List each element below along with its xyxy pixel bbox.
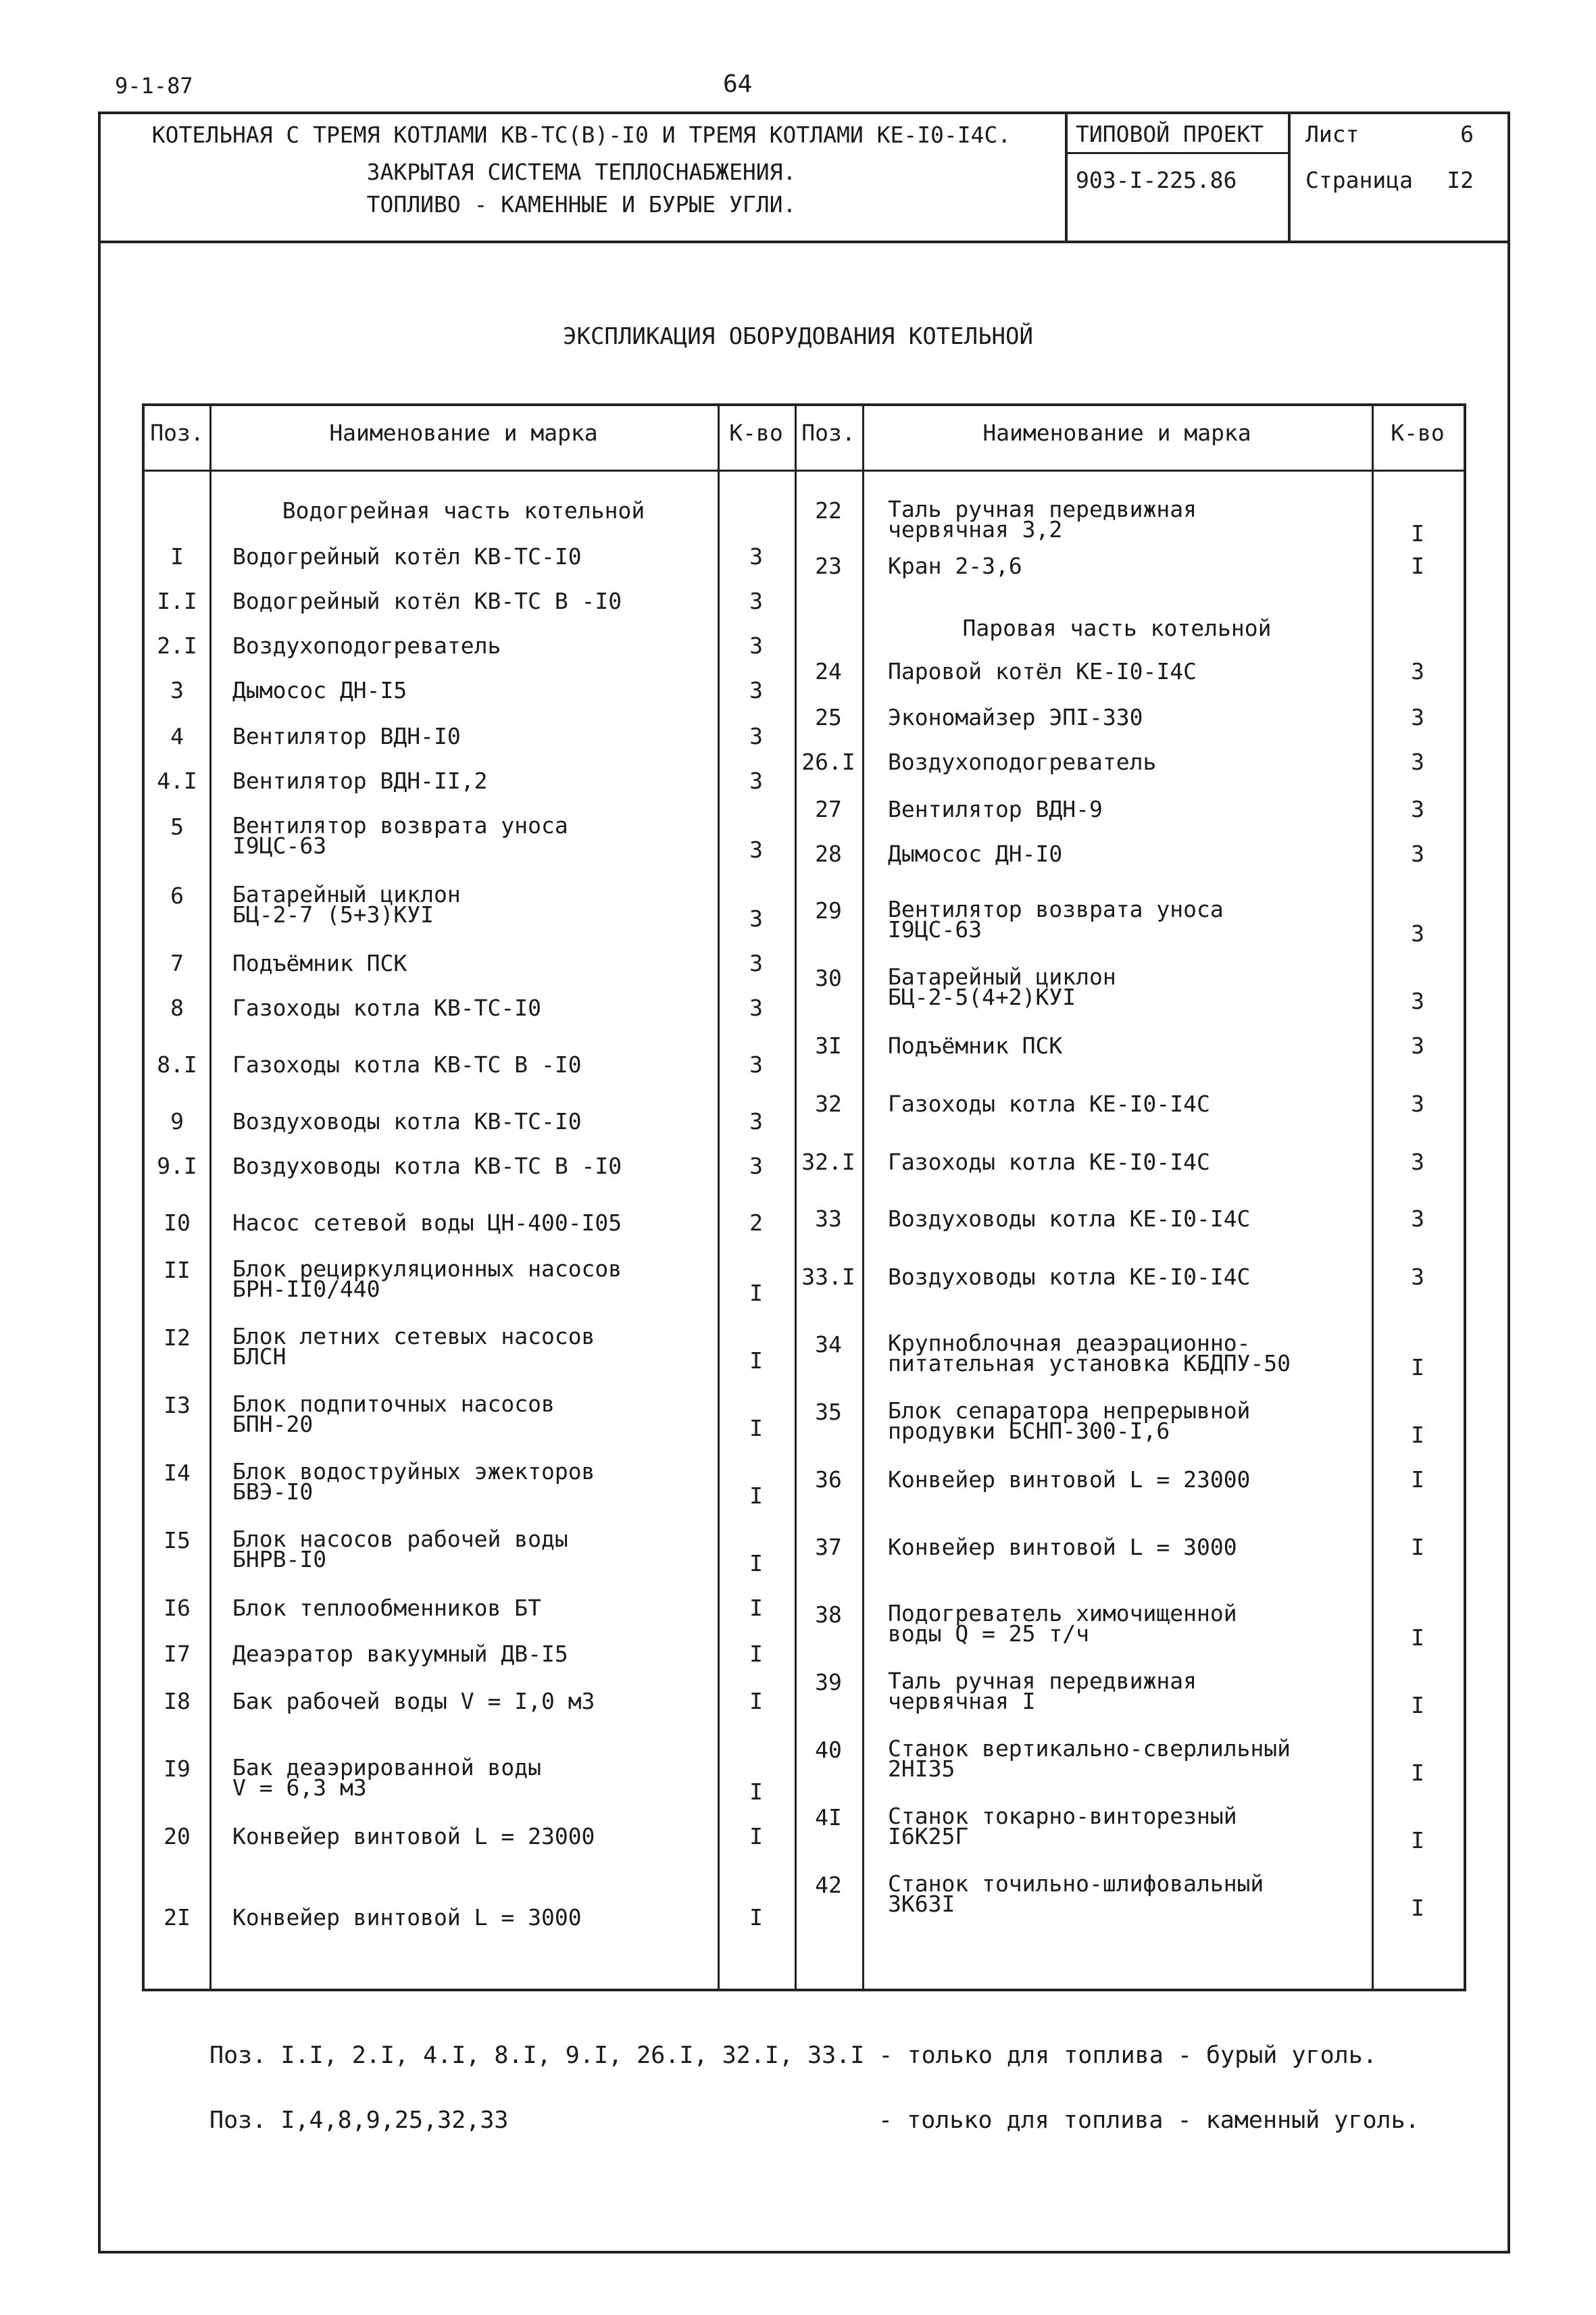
header-qty-right: К-во [1391,420,1445,446]
left-row-qty: I [749,1280,763,1306]
left-row-name: Блок рециркуляционных насосов БРН-II0/440 [232,1255,622,1302]
left-row-pos: 7 [170,950,184,976]
left-row-name: Газоходы котла КВ-ТС В -I0 [232,1051,582,1078]
left-row-qty: I [749,1483,763,1509]
left-row-qty: 3 [749,995,763,1021]
left-row-pos: 2I [164,1904,191,1931]
left-row-name: Воздуховоды котла КВ-ТС-I0 [232,1108,582,1135]
right-row-name: Крупноблочная деаэрационно- питательная установка КБДПУ-50 [888,1330,1291,1376]
left-row-qty: 2 [749,1210,763,1236]
left-row-qty: 3 [749,768,763,794]
left-row-qty: 3 [749,1051,763,1078]
title-block-project [1068,111,1291,241]
page-value: I2 [1447,167,1474,193]
left-row-pos: I3 [164,1392,191,1418]
right-row-name: Экономайзер ЭПI-330 [888,704,1143,730]
right-row-name: Воздуховоды котла КЕ-I0-I4С [888,1264,1251,1290]
left-row-pos: I9 [164,1756,191,1782]
page-code: 9-1-87 [115,73,193,99]
right-row-pos: 38 [815,1601,842,1628]
left-row-name: Блок водоструйных эжекторов БВЭ-I0 [232,1458,595,1505]
left-row-name: Блок насосов рабочей воды БНРВ-I0 [232,1526,568,1572]
left-row-pos: I0 [164,1210,191,1236]
left-row-name: Газоходы котла КВ-ТС-I0 [232,995,541,1021]
right-row-qty: I [1411,1466,1424,1493]
right-row-pos: 3I [815,1032,842,1059]
project-label: ТИПОВОЙ ПРОЕКТ [1076,121,1264,147]
left-row-pos: I [170,543,184,570]
left-row-name: Дымосос ДН-I5 [232,677,407,703]
left-row-name: Подъёмник ПСК [232,950,407,976]
right-row-pos: 27 [815,796,842,822]
left-row-pos: II [164,1257,191,1283]
right-row-name: Станок точильно-шлифовальный 3К63I [888,1870,1264,1917]
left-row-qty: I [749,1347,763,1374]
right-row-pos: 42 [815,1872,842,1898]
right-row-qty: 3 [1411,988,1424,1014]
left-row-qty: 3 [749,677,763,703]
document-title: ЭКСПЛИКАЦИЯ ОБОРУДОВАНИЯ КОТЕЛЬНОЙ [563,323,1033,350]
right-row-pos: 37 [815,1534,842,1560]
right-row-qty: 3 [1411,704,1424,730]
left-row-pos: I8 [164,1688,191,1714]
right-row-qty: 3 [1411,1032,1424,1059]
right-row-name: Газоходы котла КЕ-I0-I4С [888,1149,1210,1175]
right-row-pos: 32.I [801,1149,855,1175]
left-row-name: Бак рабочей воды V = I,0 м3 [232,1688,595,1714]
section-heading-steam: Паровая часть котельной [962,615,1272,641]
right-row-top-name: Кран 2-3,6 [888,553,1022,579]
right-row-name: Конвейер винтовой L = 3000 [888,1534,1237,1560]
right-row-qty: I [1411,1534,1424,1560]
right-row-qty: I [1411,1827,1424,1853]
left-row-name: Блок подпиточных насосов БПН-20 [232,1391,555,1437]
title-line-3: ТОПЛИВО - КАМЕННЫЕ И БУРЫЕ УГЛИ. [366,191,797,218]
right-row-qty: 3 [1411,1205,1424,1232]
left-row-name: Батарейный циклон БЦ-2-7 (5+3)КУI [232,881,461,928]
header-pos-right: Поз. [801,420,855,446]
left-row-qty: 3 [749,1153,763,1179]
left-row-name: Насос сетевой воды ЦН-400-I05 [232,1210,622,1236]
title-block-title [98,111,1068,241]
sheet-label: Лист [1305,121,1360,147]
right-row-qty: 3 [1411,1149,1424,1175]
left-row-pos: 9.I [157,1153,197,1179]
right-row-qty: 3 [1411,841,1424,867]
left-row-qty: 3 [749,588,763,614]
right-row-pos: 24 [815,658,842,684]
page-number: 64 [723,70,753,98]
right-row-top-name: Таль ручная передвижная червячная 3,2 [888,496,1197,543]
left-row-name: Деаэратор вакуумный ДВ-I5 [232,1641,568,1667]
right-row-qty: I [1411,1354,1424,1380]
right-row-name: Батарейный циклон БЦ-2-5(4+2)КУI [888,964,1116,1010]
left-row-name: Конвейер винтовой L = 3000 [232,1904,582,1931]
right-row-name: Подогреватель химочищенной воды Q = 25 т/ч [888,1600,1237,1647]
right-row-qty: 3 [1411,920,1424,947]
right-row-name: Паровой котёл КЕ-I0-I4С [888,658,1197,684]
left-row-pos: 9 [170,1108,184,1135]
left-row-pos: I2 [164,1324,191,1351]
left-row-name: Воздухоподогреватель [232,632,501,659]
left-row-pos: I5 [164,1527,191,1553]
left-row-pos: I6 [164,1595,191,1621]
left-row-name: Вентилятор ВДН-I0 [232,723,461,749]
left-row-pos: I4 [164,1460,191,1486]
left-row-qty: I [749,1904,763,1931]
left-row-qty: 3 [749,950,763,976]
right-row-top-pos: 23 [815,553,842,579]
title-block-sheet [1291,111,1507,241]
right-row-pos: 32 [815,1091,842,1117]
right-row-top-pos: 22 [815,497,842,524]
page-label: Страница [1305,167,1413,193]
right-row-name: Вентилятор возврата уноса I9ЦС-63 [888,896,1224,943]
right-row-qty: I [1411,1422,1424,1448]
right-row-name: Блок сепаратора непрерывной продувки БСНП-300-I,6 [888,1397,1251,1444]
left-row-qty: I [749,1823,763,1849]
right-row-pos: 4I [815,1804,842,1831]
right-row-name: Станок токарно-винторезный I6К25Г [888,1803,1237,1849]
note-brown-coal: Поз. I.I, 2.I, 4.I, 8.I, 9.I, 26.I, 32.I, 33.I - только для топлива - бурый уголь. [209,2042,1377,2069]
left-row-pos: 2.I [157,632,197,659]
left-row-qty: 3 [749,632,763,659]
right-row-pos: 33.I [801,1264,855,1290]
left-row-name: Блок теплообменников БТ [232,1595,541,1621]
right-row-qty: I [1411,1692,1424,1718]
note-stone-coal-positions: Поз. I,4,8,9,25,32,33 [209,2107,509,2134]
left-row-pos: 3 [170,677,184,703]
right-row-name: Подъёмник ПСК [888,1032,1063,1059]
note-stone-coal-text: - только для топлива - каменный уголь. [878,2107,1420,2134]
right-row-pos: 25 [815,704,842,730]
equipment-table [142,403,1466,1991]
left-row-name: Бак деаэрированной воды V = 6,3 м3 [232,1754,541,1801]
header-pos-left: Поз. [150,420,204,446]
right-row-pos: 36 [815,1466,842,1493]
right-row-pos: 28 [815,841,842,867]
left-row-qty: I [749,1641,763,1667]
left-row-qty: I [749,1415,763,1441]
title-line-1: КОТЕЛЬНАЯ С ТРЕМЯ КОТЛАМИ КВ-ТС(В)-I0 И ТРЕМЯ КОТЛАМИ КЕ-I0-I4С. [151,122,1012,148]
right-row-qty: I [1411,1895,1424,1921]
right-row-name: Воздухоподогреватель [888,749,1157,775]
header-qty-left: К-во [729,420,783,446]
right-row-name: Таль ручная передвижная червячная I [888,1668,1197,1714]
left-row-pos: 5 [170,814,184,840]
right-row-qty: 3 [1411,749,1424,775]
left-row-qty: 3 [749,543,763,570]
left-row-qty: I [749,1778,763,1805]
right-row-top-qty: I [1411,520,1424,547]
left-row-name: Вентилятор ВДН-II,2 [232,768,488,794]
left-row-pos: 6 [170,882,184,909]
left-row-pos: 8 [170,995,184,1021]
right-row-pos: 33 [815,1205,842,1232]
right-row-name: Конвейер винтовой L = 23000 [888,1466,1251,1493]
right-row-top-qty: I [1411,553,1424,579]
right-row-qty: 3 [1411,796,1424,822]
left-row-qty: 3 [749,905,763,932]
right-row-qty: I [1411,1760,1424,1786]
header-name-right: Наименование и марка [982,420,1251,446]
right-row-qty: 3 [1411,1091,1424,1117]
left-row-name: Водогрейный котёл КВ-ТС В -I0 [232,588,622,614]
left-row-name: Водогрейный котёл КВ-ТС-I0 [232,543,582,570]
right-row-name: Воздуховоды котла КЕ-I0-I4С [888,1205,1251,1232]
left-row-name: Вентилятор возврата уноса I9ЦС-63 [232,812,568,859]
left-row-pos: 8.I [157,1051,197,1078]
left-row-qty: 3 [749,723,763,749]
left-row-name: Конвейер винтовой L = 23000 [232,1823,595,1849]
section-heading-hot-water: Водогрейная часть котельной [282,497,645,524]
title-block [98,111,1510,243]
header-name-left: Наименование и марка [329,420,598,446]
left-row-pos: I7 [164,1641,191,1667]
right-row-name: Станок вертикально-сверлильный 2НI35 [888,1735,1291,1782]
left-row-pos: 4.I [157,768,197,794]
left-row-pos: 4 [170,723,184,749]
left-row-pos: 20 [164,1823,191,1849]
left-row-qty: I [749,1550,763,1576]
right-row-pos: 26.I [801,749,855,775]
left-row-qty: I [749,1688,763,1714]
left-row-pos: I.I [157,588,197,614]
right-row-qty: I [1411,1624,1424,1651]
right-row-qty: 3 [1411,1264,1424,1290]
right-row-name: Вентилятор ВДН-9 [888,796,1103,822]
sheet-value: 6 [1460,121,1474,147]
right-row-pos: 35 [815,1399,842,1425]
right-row-pos: 30 [815,965,842,991]
right-row-qty: 3 [1411,658,1424,684]
left-row-qty: 3 [749,1108,763,1135]
left-row-name: Блок летних сетевых насосов БЛСН [232,1323,595,1370]
project-number: 903-I-225.86 [1076,167,1237,193]
right-row-pos: 34 [815,1331,842,1358]
right-row-name: Газоходы котла КЕ-I0-I4С [888,1091,1210,1117]
right-row-pos: 29 [815,897,842,924]
right-row-name: Дымосос ДН-I0 [888,841,1063,867]
left-row-qty: I [749,1595,763,1621]
right-row-pos: 40 [815,1737,842,1763]
title-line-2: ЗАКРЫТАЯ СИСТЕМА ТЕПЛОСНАБЖЕНИЯ. [366,159,797,185]
right-row-pos: 39 [815,1669,842,1695]
left-row-qty: 3 [749,837,763,863]
left-row-name: Воздуховоды котла КВ-ТС В -I0 [232,1153,622,1179]
